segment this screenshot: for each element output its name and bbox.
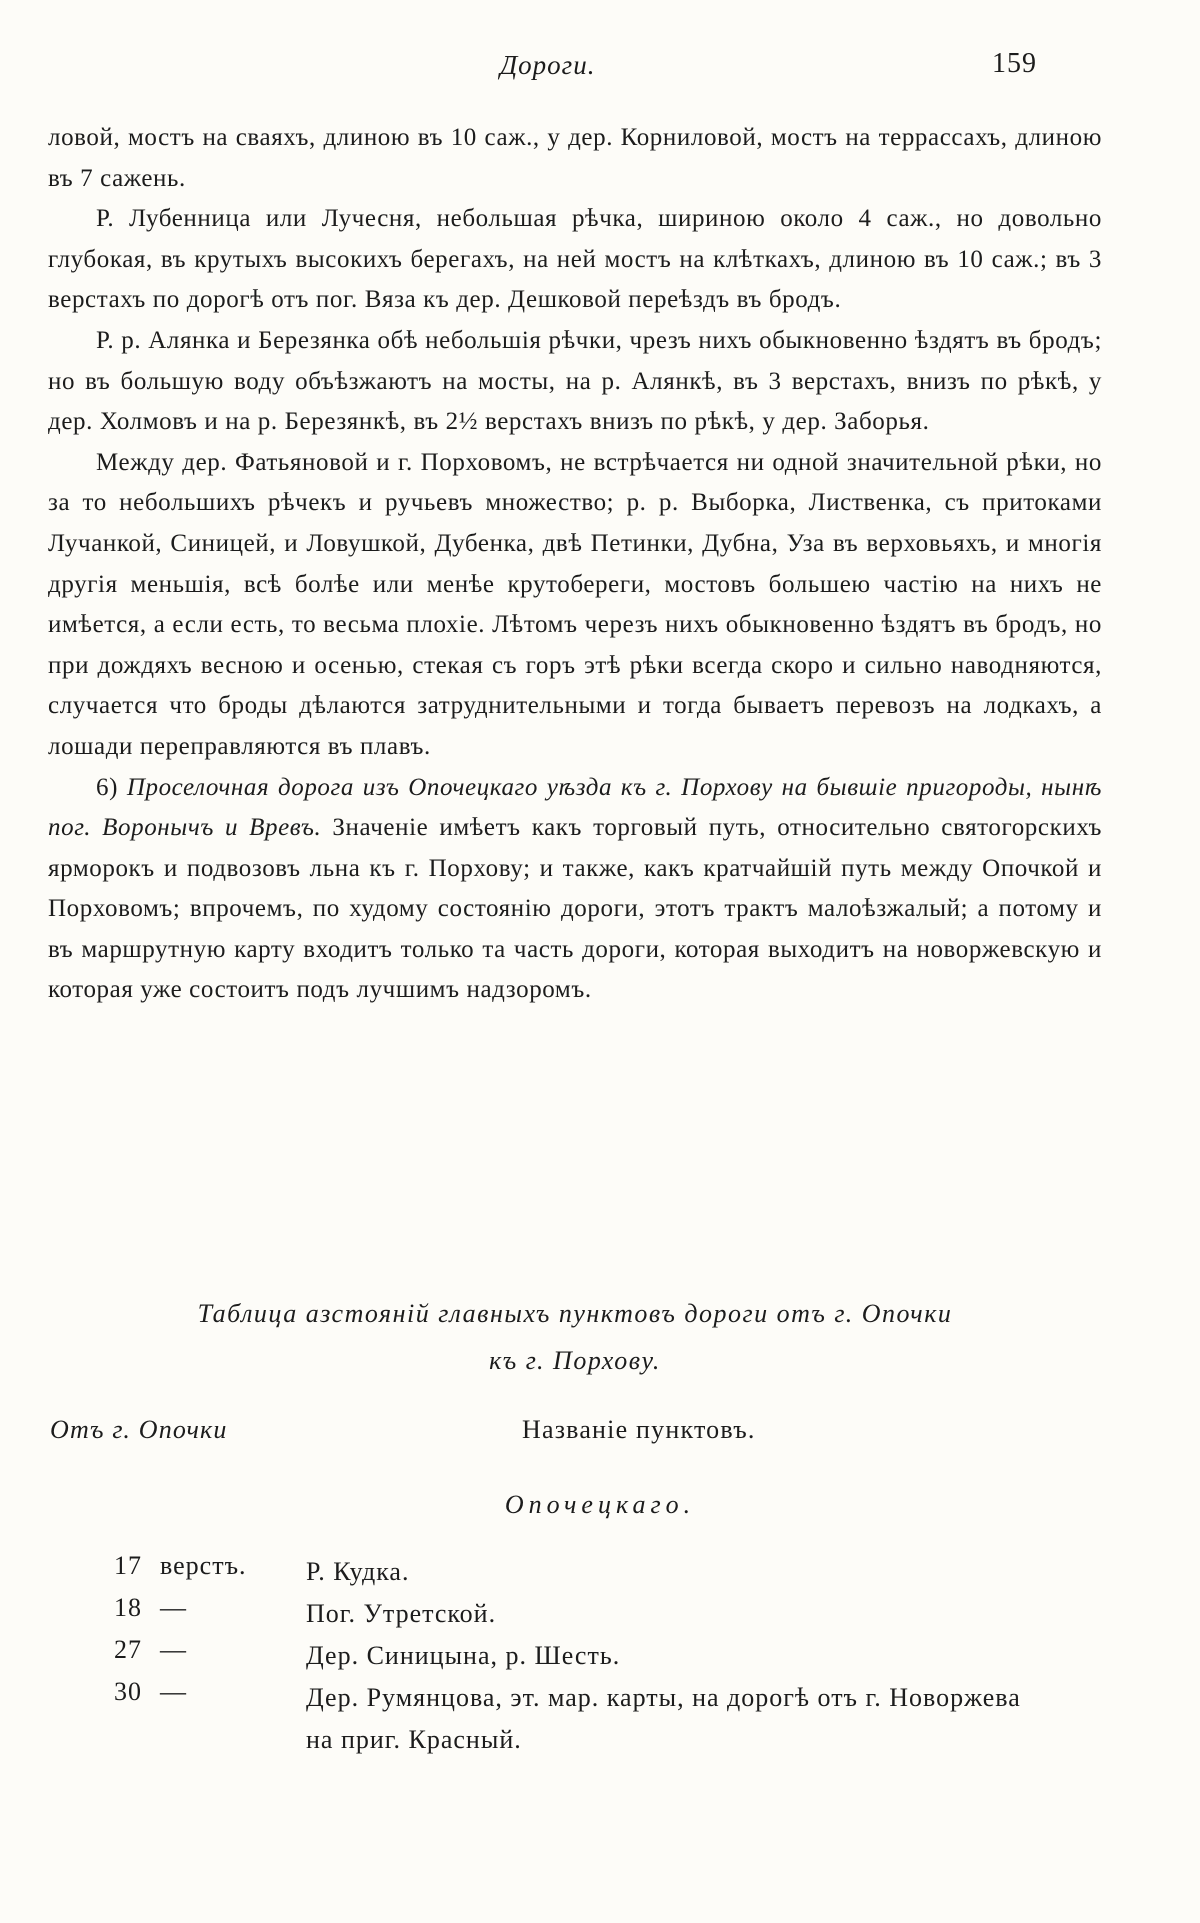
page-header bbox=[0, 50, 1200, 90]
column-header-distance: Отъ г. Опочки bbox=[50, 1415, 228, 1444]
table-row bbox=[0, 1635, 1200, 1677]
table-title-line: къ г. Порхову. bbox=[489, 1346, 661, 1375]
table-title bbox=[48, 1290, 1102, 1384]
distance-unit: — bbox=[160, 1635, 187, 1664]
paragraph: Р. р. Алянка и Березянка обѣ небольшія рѣчки, чрезъ нихъ обыкновенно ѣздятъ въ бродъ; но въ большую воду объѣзжаютъ на мосты, на р. Алянкѣ, въ 3 верстахъ, внизъ по рѣкѣ, у дер. Холмовъ и на р. Березянкѣ, въ 2½ верстахъ внизъ по рѣкѣ, у дер. Заборья. bbox=[48, 326, 1102, 436]
page-number: 159 bbox=[992, 48, 1037, 79]
point-name: Пог. Утретской. bbox=[306, 1599, 497, 1628]
distance-value: 27 bbox=[114, 1635, 142, 1664]
table-row bbox=[0, 1677, 1200, 1761]
point-name: Р. Кудка. bbox=[306, 1557, 410, 1586]
point-name: Дер. Синицына, р. Шесть. bbox=[306, 1641, 621, 1670]
distance-unit: — bbox=[160, 1593, 187, 1622]
section-text: Значеніе имѣетъ какъ торговый путь, относительно святогорскихъ ярморокъ и подвозовъ льна къ г. Порхову; и также, какъ кратчайшій путь между Опочкой и Порховомъ; впрочемъ, по худому состоянію дороги, этотъ трактъ малоѣзжалый; а потому и въ маршрутную карту входитъ только та часть дороги, которая выходитъ на новоржевскую и которая уже состоитъ подъ лучшимъ надзоромъ. bbox=[48, 814, 1102, 1004]
distance-table bbox=[0, 1551, 1200, 1761]
paragraph: ловой, мостъ на сваяхъ, длиною въ 10 саж., у дер. Корниловой, мостъ на террассахъ, длиною въ 7 сажень. bbox=[48, 124, 1102, 192]
district-heading: Опочецкаго. bbox=[504, 1490, 696, 1519]
body-text bbox=[48, 118, 1102, 1011]
table-title-line: Таблица азстояній главныхъ пунктовъ дороги отъ г. Опочки bbox=[197, 1299, 953, 1328]
paragraph: Р. Лубенница или Лучесня, небольшая рѣчка, шириною около 4 саж., но довольно глубокая, въ крутыхъ высокихъ берегахъ, на ней мостъ на клѣткахъ, длиною въ 10 саж.; въ 3 верстахъ по дорогѣ отъ пог. Вяза къ дер. Дешковой переѣздъ въ бродъ. bbox=[48, 205, 1102, 314]
column-header-points: Названіе пунктовъ. bbox=[522, 1415, 756, 1444]
distance-unit: верстъ. bbox=[160, 1551, 247, 1580]
distance-value: 18 bbox=[114, 1593, 142, 1622]
paragraph: Между дер. Фатьяновой и г. Порховомъ, не встрѣчается ни одной значительной рѣки, но за то небольшихъ рѣчекъ и ручьевъ множество; р. р. Выборка, Лиственка, съ притоками Лучанкой, Синицей, и Ловушкой, Дубенка, двѣ Петинки, Дубна, Уза въ верховьяхъ, и многія другія меньшія, всѣ болѣе или менѣе крутобереги, мостовъ большею частію на нихъ не имѣется, а если есть, то весьма плохіе. Лѣтомъ черезъ нихъ обыкновенно ѣздятъ въ бродъ, но при дождяхъ весною и осенью, стекая съ горъ этѣ рѣки всегда скоро и сильно наводняются, случается что броды дѣлаются затруднительными и тогда бываетъ перевозъ на лодкахъ, а лошади переправляются въ плавъ. bbox=[48, 448, 1102, 760]
distance-unit: — bbox=[160, 1677, 187, 1706]
distance-value: 30 bbox=[114, 1677, 142, 1706]
section-title: Проселочная дорога изъ Опочецкаго уѣзда къ г. Порхову на бывшіе пригороды, нынѣ пог. Воронычъ и Вревъ. bbox=[48, 773, 1102, 842]
table-row bbox=[0, 1593, 1200, 1635]
section-6-paragraph bbox=[48, 768, 1102, 1012]
distance-value: 17 bbox=[114, 1551, 142, 1580]
point-name: Дер. Румянцова, эт. мар. карты, на дорогѣ отъ г. Новоржева на приг. Красный. bbox=[306, 1683, 1021, 1754]
section-number: 6) bbox=[96, 773, 119, 801]
table-row bbox=[0, 1551, 1200, 1593]
running-title: Дороги. bbox=[500, 50, 596, 80]
